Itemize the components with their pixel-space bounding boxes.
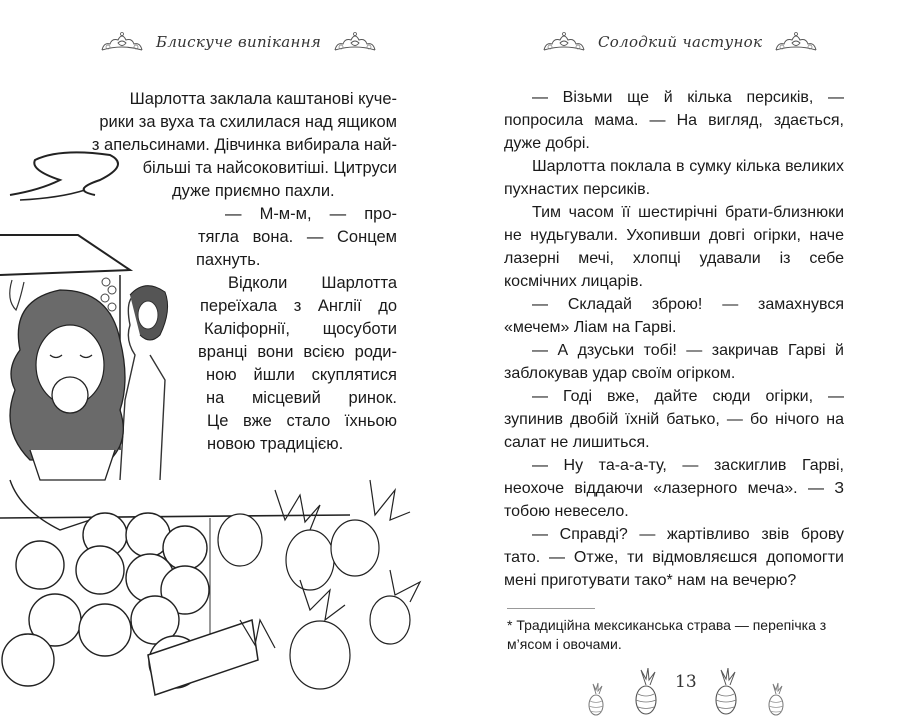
text-line: пахнуть. — [196, 251, 261, 269]
page-folio — [585, 668, 844, 716]
tiara-icon — [98, 30, 146, 54]
left-page — [0, 0, 455, 700]
tiara-icon — [772, 30, 820, 54]
text-line: Це вже стало їхньою — [207, 412, 397, 430]
footnote: * Традиційна мексиканська страва — перепічка з м’ясом і овочами. — [507, 617, 827, 652]
paragraph: — Складай зброю! — замахнувся «мечем» Ліам на Гарві. — [504, 296, 844, 336]
paragraph: — Візьми ще й кілька персиків, — попросила мама. — На вигляд, здається, дуже добрі. — [504, 89, 844, 152]
text-line: з апельсинами. Дівчинка вибирала най- — [91, 136, 397, 154]
text-line: Шарлотта заклала каштанові куче- — [129, 90, 397, 108]
tiara-icon — [331, 30, 379, 54]
text-line: — М-м-м, — про- — [225, 205, 397, 223]
pineapple-icon — [585, 682, 607, 716]
page-number: 13 — [675, 672, 697, 692]
paragraph: Тим часом її шестирічні брати-близнюки не нудьгували. Ухопивши довгі огірки, наче лазерні мечі, хлопці удавали із себе космічних лицарів. — [504, 204, 844, 290]
pineapple-icon — [765, 682, 787, 716]
paragraph: — Ну та-а-а-ту, — заскиглив Гарві, неохоче віддаючи «лазерного меча». — З тобою невесело. — [504, 457, 844, 520]
stall-roof — [0, 235, 130, 275]
text-line: дуже приємно пахли. — [172, 182, 335, 200]
text-line: Каліфорнії, щосуботи — [204, 320, 397, 338]
tiara-icon — [540, 30, 588, 54]
left-running-head — [98, 30, 379, 54]
right-running-head — [540, 30, 820, 54]
paragraph: — А дзуськи тобі! — закричав Гарві й заблокував удар своїм огірком. — [504, 342, 844, 382]
pineapple-icon — [631, 668, 661, 716]
scent-swirl — [10, 152, 118, 195]
running-head-title: Блискуче випікання — [156, 33, 322, 51]
text-line: новою традицією. — [207, 435, 344, 453]
right-page — [455, 0, 910, 700]
running-head-title: Солодкий частунок — [598, 33, 763, 51]
paragraph: — Годі вже, дайте сюди огірки, — зупинив двобій їхній батько, — бо нічого на салат не лишиться. — [504, 388, 844, 451]
text-line: тягла вона. — Сонцем — [198, 228, 397, 246]
text-line: вранці вони всією роди- — [198, 343, 397, 361]
footnote-rule — [507, 608, 595, 609]
text-line: на місцевий ринок. — [206, 389, 397, 407]
right-body-text — [504, 86, 844, 592]
text-line: більші та найсоковитіші. Цитруси — [142, 159, 397, 177]
pineapple-icon — [711, 668, 741, 716]
right-text-flow — [504, 86, 844, 716]
text-line: переїхала з Англії до — [200, 297, 397, 315]
orange-held — [52, 377, 88, 413]
paragraph: — Справді? — жартівливо звів брову тато. — Отже, ти відмовляєшся допомогти мені приготувати тако* нам на вечерю? — [504, 526, 844, 589]
paragraph: Шарлотта поклала в сумку кілька великих пухнастих персиків. — [504, 158, 844, 198]
text-line: ною йшли скуплятися — [206, 366, 397, 384]
text-line: рики за вуха та схилилася над ящиком — [99, 113, 397, 131]
text-line: Відколи Шарлотта — [228, 274, 397, 292]
